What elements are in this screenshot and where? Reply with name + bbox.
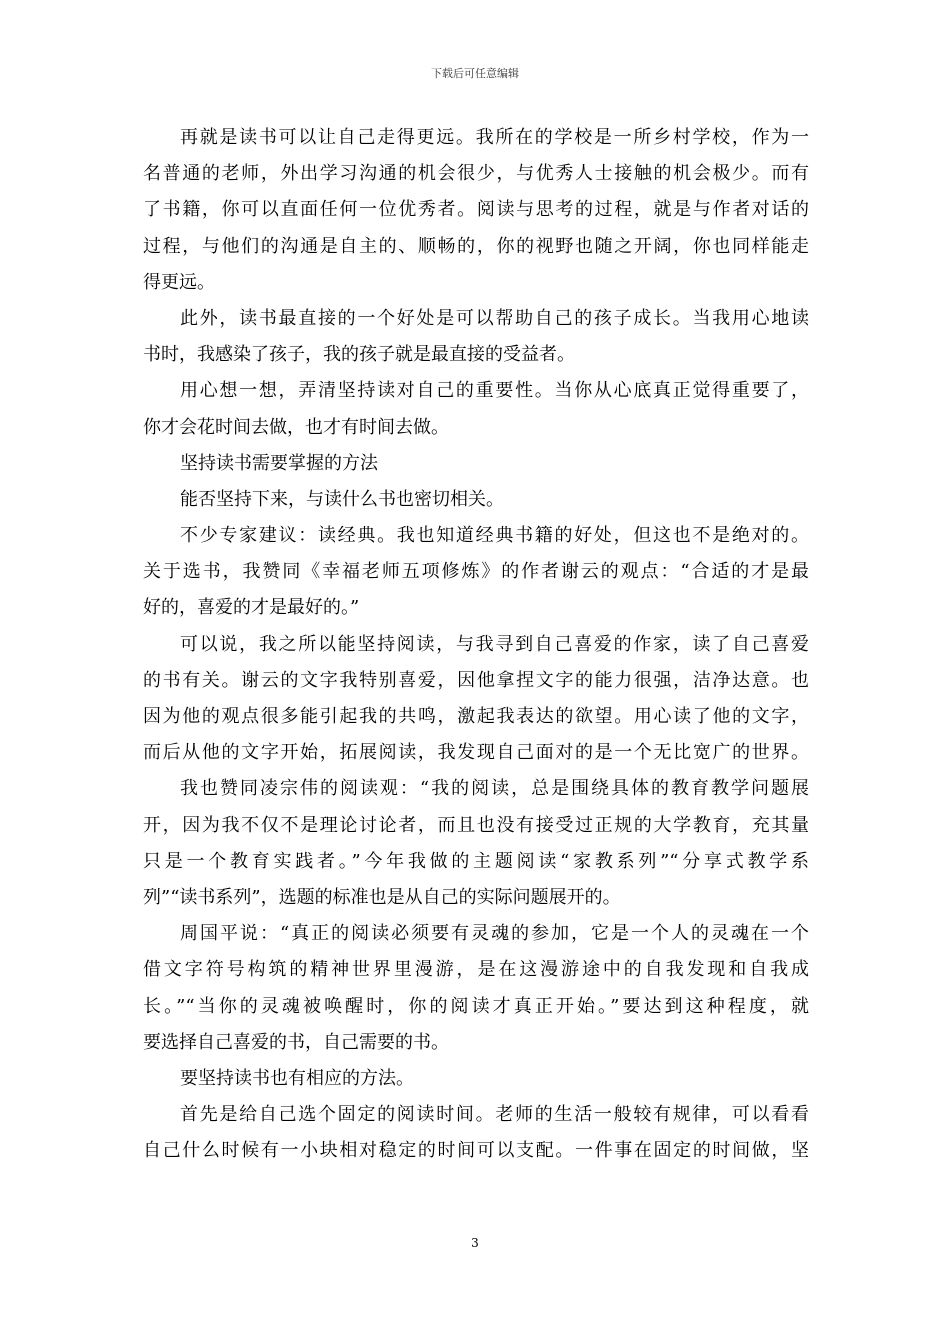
- text-line: 我也赞同凌宗伟的阅读观：“我的阅读，总是围绕具体的教育教学问题展: [180, 778, 809, 800]
- text-line: 因为他的观点很多能引起我的共鸣，激起我表达的欲望。用心读了他的文字，: [143, 706, 809, 727]
- text-line: 要选择自己喜爱的书，自己需要的书。: [143, 1031, 449, 1053]
- text-line: 列”“读书系列”，选题的标准也是从自己的实际问题展开的。: [143, 886, 621, 908]
- text-line: 不少专家建议：读经典。我也知道经典书籍的好处，但这也不是绝对的。: [180, 525, 809, 547]
- text-line: 只是一个教育实践者。”今年我做的主题阅读“家教系列”“分享式教学系: [143, 850, 809, 872]
- text-line: 的书有关。谢云的文字我特别喜爱，因他拿捏文字的能力很强，洁净达意。也: [143, 669, 809, 691]
- text-line: 用心想一想，弄清坚持读对自己的重要性。当你从心底真正觉得重要了，: [180, 380, 809, 402]
- text-line: 再就是读书可以让自己走得更远。我所在的学校是一所乡村学校，作为一: [180, 127, 809, 148]
- text-line: 书时，我感染了孩子，我的孩子就是最直接的受益者。: [143, 344, 575, 366]
- text-line: 周国平说：“真正的阅读必须要有灵魂的参加，它是一个人的灵魂在一个: [180, 923, 809, 945]
- page-number: 3: [471, 1236, 479, 1250]
- text-line: 此外，读书最直接的一个好处是可以帮助自己的孩子成长。当我用心地读: [180, 307, 809, 329]
- text-line: 而后从他的文字开始，拓展阅读，我发现自己面对的是一个无比宽广的世界。: [143, 742, 809, 764]
- page-header: 下载后可任意编辑: [431, 67, 519, 80]
- text-line: 了书籍，你可以直面任何一位优秀者。阅读与思考的过程，就是与作者对话的: [143, 199, 809, 221]
- text-line: 能否坚持下来，与读什么书也密切相关。: [180, 488, 504, 510]
- text-line: 开，因为我不仅不是理论讨论者，而且也没有接受过正规的大学教育，充其量: [143, 814, 809, 836]
- text-line: 可以说，我之所以能坚持阅读，与我寻到自己喜爱的作家，读了自己喜爱: [180, 633, 809, 655]
- text-line: 首先是给自己选个固定的阅读时间。老师的生活一般较有规律，可以看看: [180, 1104, 809, 1126]
- document-body: [143, 120, 809, 1169]
- text-line: 要坚持读书也有相应的方法。: [180, 1067, 414, 1089]
- text-line: 自己什么时候有一小块相对稳定的时间可以支配。一件事在固定的时间做，坚: [143, 1140, 809, 1162]
- text-line: 你才会花时间去做，也才有时间去做。: [143, 416, 449, 438]
- text-line: 借文字符号构筑的精神世界里漫游，是在这漫游途中的自我发现和自我成: [143, 959, 809, 981]
- text-line: 名普通的老师，外出学习沟通的机会很少，与优秀人士接触的机会极少。而有: [143, 163, 809, 185]
- text-line: 关于选书，我赞同《幸福老师五项修炼》的作者谢云的观点：“合适的才是最: [143, 561, 809, 583]
- text-line: 过程，与他们的沟通是自主的、顺畅的，你的视野也随之开阔，你也同样能走: [143, 235, 809, 257]
- text-line: 好的，喜爱的才是最好的。”: [143, 597, 360, 619]
- text-line: 坚持读书需要掌握的方法: [180, 452, 378, 474]
- text-line: 长。”“当你的灵魂被唤醒时，你的阅读才真正开始。”要达到这种程度，就: [143, 995, 809, 1017]
- text-line: 得更远。: [143, 271, 215, 293]
